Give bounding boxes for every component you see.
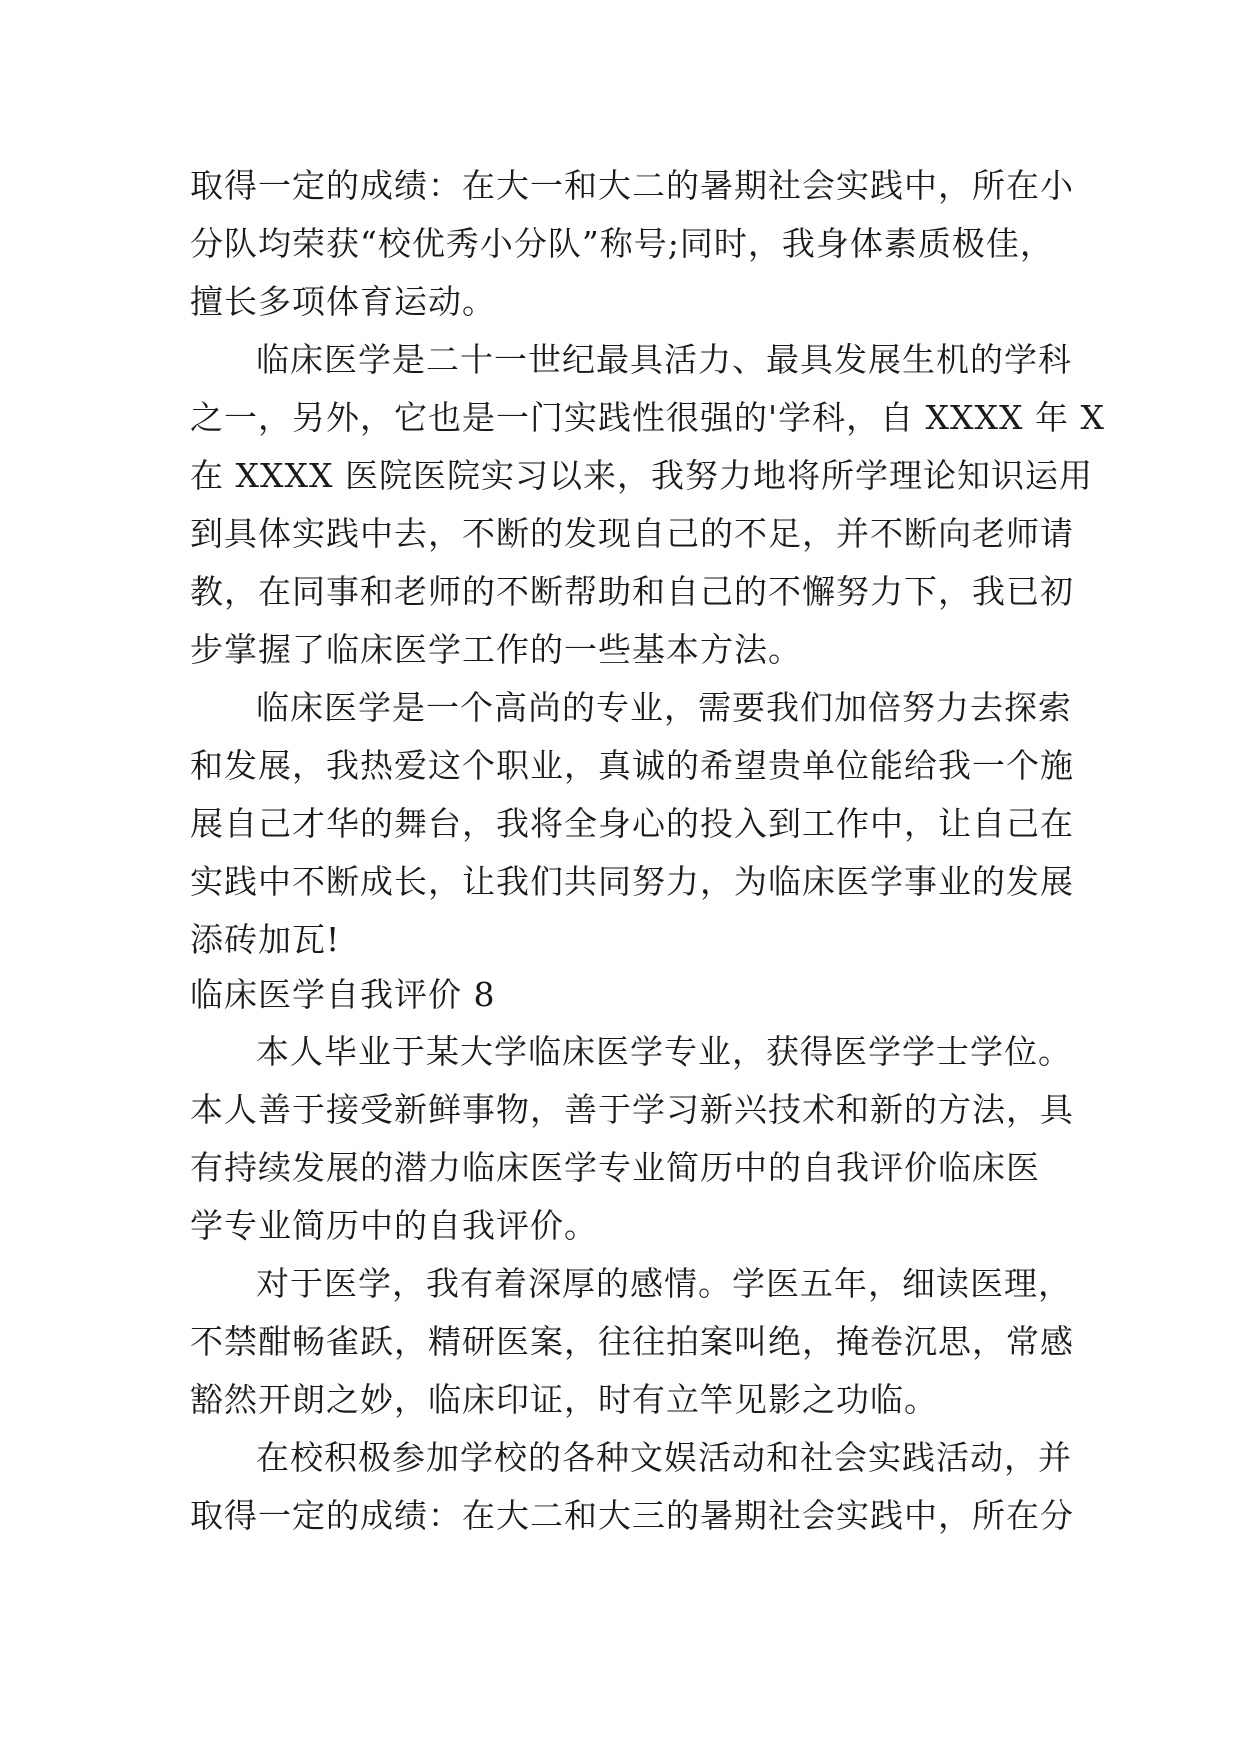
paragraph-first-line: 本人毕业于某大学临床医学专业，获得医学学士学位。: [256, 1032, 1072, 1071]
text-line: 步掌握了临床医学工作的一些基本方法。: [190, 630, 802, 669]
text-line: 本人善于接受新鲜事物，善于学习新兴技术和新的方法，具: [190, 1090, 1074, 1129]
text-line: 教，在同事和老师的不断帮助和自己的不懈努力下，我已初: [190, 572, 1074, 611]
paragraph-first-line: 临床医学是一个高尚的专业，需要我们加倍努力去探索: [256, 688, 1072, 727]
text-line: 学专业简历中的自我评价。: [190, 1206, 598, 1245]
text-line: 展自己才华的舞台，我将全身心的投入到工作中，让自己在: [190, 804, 1074, 843]
paragraph-first-line: 临床医学是二十一世纪最具活力、最具发展生机的学科: [256, 340, 1072, 379]
section-heading: 临床医学自我评价 8: [190, 975, 496, 1014]
text-line: 实践中不断成长，让我们共同努力，为临床医学事业的发展: [190, 862, 1074, 901]
paragraph-first-line: 在校积极参加学校的各种文娱活动和社会实践活动，并: [256, 1438, 1072, 1477]
text-line: 取得一定的成绩：在大二和大三的暑期社会实践中，所在分: [190, 1496, 1074, 1535]
text-line: 擅长多项体育运动。: [190, 282, 496, 321]
text-line: 到具体实践中去，不断的发现自己的不足，并不断向老师请: [190, 514, 1074, 553]
text-line: 不禁酣畅雀跃，精研医案，往往拍案叫绝，掩卷沉思，常感: [190, 1322, 1074, 1361]
text-line: 在 XXXX 医院医院实习以来，我努力地将所学理论知识运用: [190, 456, 1093, 495]
text-line: 豁然开朗之妙，临床印证，时有立竿见影之功临。: [190, 1380, 938, 1419]
text-line: 添砖加瓦!: [190, 920, 341, 959]
text-line: 和发展，我热爱这个职业，真诚的希望贵单位能给我一个施: [190, 746, 1074, 785]
text-line: 之一，另外，它也是一门实践性很强的'学科，自 XXXX 年 X: [190, 398, 1106, 437]
paragraph-first-line: 对于医学，我有着深厚的感情。学医五年，细读医理，: [256, 1264, 1072, 1303]
text-line: 取得一定的成绩：在大一和大二的暑期社会实践中，所在小: [190, 166, 1074, 205]
text-line: 有持续发展的潜力临床医学专业简历中的自我评价临床医: [190, 1148, 1040, 1187]
text-line: 分队均荣获“校优秀小分队”称号;同时，我身体素质极佳，: [190, 224, 1054, 263]
